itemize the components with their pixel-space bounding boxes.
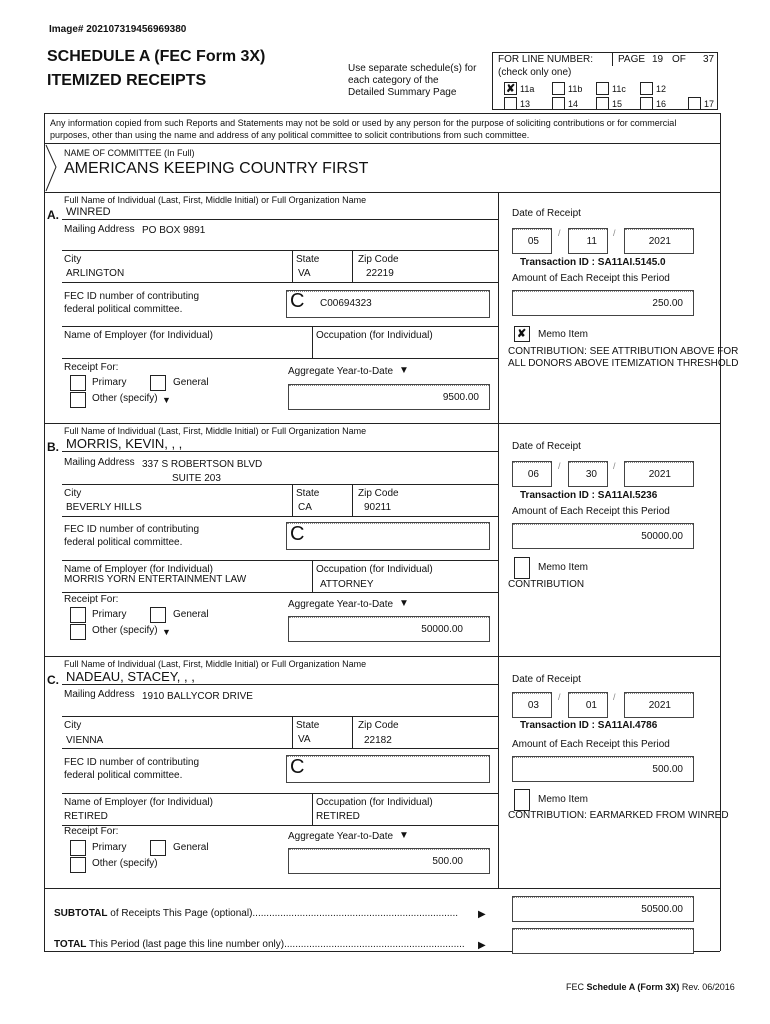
- primary-label: Primary: [92, 609, 127, 620]
- date-year-field[interactable]: 2021: [624, 692, 694, 718]
- mailing-label: Mailing Address: [64, 689, 135, 700]
- general-label: General: [173, 609, 209, 620]
- city-value: BEVERLY HILLS: [66, 502, 142, 513]
- for-line-label: FOR LINE NUMBER:: [498, 54, 594, 65]
- subtotal-field[interactable]: 50500.00: [512, 896, 694, 922]
- fec-id-field[interactable]: [286, 290, 490, 318]
- entry-letter: A.: [47, 208, 59, 222]
- address-line1: 337 S ROBERTSON BLVD: [142, 459, 263, 470]
- memo-label: Memo Item: [538, 794, 589, 805]
- amount-label: Amount of Each Receipt this Period: [512, 739, 670, 750]
- line-17-label: 17: [704, 99, 715, 109]
- amount-label: Amount of Each Receipt this Period: [512, 273, 670, 284]
- fec-id-label: FEC ID number of contributing: [64, 291, 200, 302]
- zip-value: 90211: [364, 502, 392, 513]
- transaction-id: Transaction ID : SA11AI.4786: [520, 720, 658, 731]
- date-receipt-label: Date of Receipt: [512, 208, 581, 219]
- receipt-for-label: Receipt For:: [64, 826, 119, 837]
- subtotal-arrow-icon: ▶: [478, 909, 486, 920]
- mailing-label: Mailing Address: [64, 457, 135, 468]
- date-year-field[interactable]: 2021: [624, 461, 694, 487]
- full-name-label: Full Name of Individual (Last, First, Middle Initial) or Full Organization Name: [64, 195, 367, 205]
- entry-letter: B.: [47, 440, 59, 454]
- checkbox-15[interactable]: [596, 97, 609, 110]
- state-value: CA: [298, 502, 312, 513]
- city-value: VIENNA: [66, 735, 104, 746]
- aggregate-field[interactable]: 50000.00: [288, 616, 490, 642]
- date-month-field[interactable]: 05: [512, 228, 552, 254]
- date-year-field[interactable]: 2021: [624, 228, 694, 254]
- transaction-id: Transaction ID : SA11AI.5236: [520, 490, 658, 501]
- fec-id-field[interactable]: [286, 755, 490, 783]
- primary-label: Primary: [92, 377, 127, 388]
- of-label: OF: [672, 54, 686, 65]
- mailing-label: Mailing Address: [64, 224, 135, 235]
- general-label: General: [173, 377, 209, 388]
- aggregate-arrow-icon: ▼: [399, 830, 409, 841]
- occupation-value: RETIRED: [316, 811, 360, 822]
- checkbox-12[interactable]: [640, 82, 653, 95]
- primary-checkbox[interactable]: [70, 607, 86, 623]
- aggregate-field[interactable]: 500.00: [288, 848, 490, 874]
- line-11b-label: 11b: [568, 84, 583, 94]
- aggregate-arrow-icon: ▼: [399, 365, 409, 376]
- checkbox-11c[interactable]: [596, 82, 609, 95]
- receipt-for-label: Receipt For:: [64, 362, 119, 373]
- fec-id-field[interactable]: [286, 522, 490, 550]
- disclaimer: Any information copied from such Reports and Statements may not be sold or used by any person for the purpose of soliciting contributions or for commercial purposes, other than using the name and address of any political committee to solicit contributions from such committee.: [50, 118, 677, 140]
- state-label: State: [296, 254, 320, 265]
- occupation-label: Occupation (for Individual): [316, 797, 433, 808]
- page-label: PAGE: [618, 54, 646, 65]
- address-line2: SUITE 203: [172, 473, 221, 484]
- memo-checkbox[interactable]: ✘: [514, 326, 530, 342]
- aggregate-arrow-icon: ▼: [399, 598, 409, 609]
- general-checkbox[interactable]: [150, 840, 166, 856]
- other-checkbox[interactable]: [70, 392, 86, 408]
- memo-checkbox[interactable]: [514, 789, 530, 811]
- line-12-label: 12: [656, 84, 667, 94]
- schedule-subtitle: ITEMIZED RECEIPTS: [47, 72, 207, 89]
- committee-name: AMERICANS KEEPING COUNTRY FIRST: [64, 160, 369, 177]
- other-arrow-icon: ▼: [162, 627, 171, 637]
- primary-checkbox[interactable]: [70, 375, 86, 391]
- memo-text: CONTRIBUTION: [508, 579, 585, 590]
- zip-label: Zip Code: [358, 720, 399, 731]
- other-label: Other (specify): [92, 858, 158, 869]
- memo-checkbox[interactable]: [514, 557, 530, 579]
- line-15-label: 15: [612, 99, 623, 109]
- amount-field[interactable]: 50000.00: [512, 523, 694, 549]
- state-label: State: [296, 720, 320, 731]
- general-checkbox[interactable]: [150, 607, 166, 623]
- full-name-label: Full Name of Individual (Last, First, Middle Initial) or Full Organization Name: [64, 659, 367, 669]
- primary-checkbox[interactable]: [70, 840, 86, 856]
- image-id: Image# 202107319456969380: [49, 24, 187, 35]
- general-checkbox[interactable]: [150, 375, 166, 391]
- occupation-label: Occupation (for Individual): [316, 564, 433, 575]
- contributor-name: WINRED: [66, 206, 111, 218]
- page-total: 37: [703, 54, 715, 65]
- state-value: VA: [298, 268, 311, 279]
- transaction-id: Transaction ID : SA11AI.5145.0: [520, 257, 666, 268]
- contributor-name: NADEAU, STACEY, , ,: [66, 669, 195, 684]
- checkbox-11b[interactable]: [552, 82, 565, 95]
- line-11a-label: 11a: [520, 84, 535, 94]
- fec-c-letter: C: [290, 523, 305, 545]
- memo-text: CONTRIBUTION: EARMARKED FROM WINRED: [508, 810, 729, 821]
- zip-value: 22182: [364, 735, 392, 746]
- zip-value: 22219: [366, 268, 394, 279]
- employer-label: Name of Employer (for Individual): [64, 330, 213, 341]
- committee-bracket-icon: [44, 143, 58, 193]
- fec-id-value: C00694323: [320, 298, 372, 309]
- line-13-label: 13: [520, 99, 531, 109]
- total-arrow-icon: ▶: [478, 940, 486, 951]
- date-receipt-label: Date of Receipt: [512, 674, 581, 685]
- fec-id-label2: federal political committee.: [64, 537, 183, 548]
- contributor-name: MORRIS, KEVIN, , ,: [66, 436, 183, 451]
- date-day-field[interactable]: 30: [568, 461, 608, 487]
- checkbox-14[interactable]: [552, 97, 565, 110]
- checkbox-11a[interactable]: ✘: [506, 83, 516, 95]
- employer-label: Name of Employer (for Individual): [64, 797, 213, 808]
- fec-c-letter: C: [290, 290, 305, 312]
- subtotal-label: SUBTOTAL of Receipts This Page (optional)..........................................................................: [54, 908, 459, 919]
- total-field[interactable]: [512, 928, 694, 954]
- fec-id-label: FEC ID number of contributing: [64, 757, 200, 768]
- fec-id-label: FEC ID number of contributing: [64, 524, 200, 535]
- date-month-field[interactable]: 06: [512, 461, 552, 487]
- memo-label: Memo Item: [538, 329, 589, 340]
- committee-label: NAME OF COMMITTEE (In Full): [64, 148, 195, 158]
- aggregate-label: Aggregate Year-to-Date: [288, 831, 394, 842]
- full-name-label: Full Name of Individual (Last, First, Middle Initial) or Full Organization Name: [64, 426, 367, 436]
- page-number: 19: [652, 54, 664, 65]
- line-16-label: 16: [656, 99, 667, 109]
- fec-id-label2: federal political committee.: [64, 770, 183, 781]
- entry-letter: C.: [47, 673, 59, 687]
- state-value: VA: [298, 734, 311, 745]
- other-arrow-icon: ▼: [162, 395, 171, 405]
- checkbox-17[interactable]: [688, 97, 701, 110]
- check-only-label: (check only one): [498, 67, 572, 78]
- state-label: State: [296, 488, 320, 499]
- zip-label: Zip Code: [358, 488, 399, 499]
- checkbox-16[interactable]: [640, 97, 653, 110]
- amount-field[interactable]: 500.00: [512, 756, 694, 782]
- other-checkbox[interactable]: [70, 624, 86, 640]
- city-label: City: [64, 720, 82, 731]
- other-label: Other (specify): [92, 625, 158, 636]
- date-day-field[interactable]: 11: [568, 228, 608, 254]
- city-label: City: [64, 488, 82, 499]
- city-value: ARLINGTON: [66, 268, 125, 279]
- memo-label: Memo Item: [538, 562, 589, 573]
- fec-c-letter: C: [290, 756, 305, 778]
- aggregate-label: Aggregate Year-to-Date: [288, 599, 394, 610]
- aggregate-label: Aggregate Year-to-Date: [288, 366, 394, 377]
- address-line1: PO BOX 9891: [142, 225, 206, 236]
- other-checkbox[interactable]: [70, 857, 86, 873]
- memo-text: CONTRIBUTION: SEE ATTRIBUTION ABOVE FOR ALL DONORS ABOVE ITEMIZATION THRESHOLD: [508, 346, 739, 369]
- employer-label: Name of Employer (for Individual): [64, 564, 213, 575]
- schedule-title: SCHEDULE A (FEC Form 3X): [47, 48, 266, 65]
- employer-value: RETIRED: [64, 811, 108, 822]
- amount-label: Amount of Each Receipt this Period: [512, 506, 670, 517]
- address-line1: 1910 BALLYCOR DRIVE: [142, 691, 253, 702]
- line-11c-label: 11c: [612, 84, 626, 94]
- line-14-label: 14: [568, 99, 579, 109]
- amount-field[interactable]: 250.00: [512, 290, 694, 316]
- city-label: City: [64, 254, 82, 265]
- date-day-field[interactable]: 01: [568, 692, 608, 718]
- date-month-field[interactable]: 03: [512, 692, 552, 718]
- primary-label: Primary: [92, 842, 127, 853]
- receipt-for-label: Receipt For:: [64, 594, 119, 605]
- employer-value: MORRIS YORN ENTERTAINMENT LAW: [64, 574, 247, 585]
- checkbox-13[interactable]: [504, 97, 517, 110]
- form-footer: FEC Schedule A (Form 3X) Rev. 06/2016: [566, 982, 735, 992]
- general-label: General: [173, 842, 209, 853]
- date-receipt-label: Date of Receipt: [512, 441, 581, 452]
- occupation-value: ATTORNEY: [320, 579, 374, 590]
- total-label: TOTAL This Period (last page this line number only).................................................................: [54, 939, 465, 950]
- occupation-label: Occupation (for Individual): [316, 330, 433, 341]
- other-label: Other (specify): [92, 393, 158, 404]
- fec-id-label2: federal political committee.: [64, 304, 183, 315]
- zip-label: Zip Code: [358, 254, 399, 265]
- separate-note: Use separate schedule(s) for each category of the Detailed Summary Page: [348, 63, 477, 98]
- aggregate-field[interactable]: 9500.00: [288, 384, 490, 410]
